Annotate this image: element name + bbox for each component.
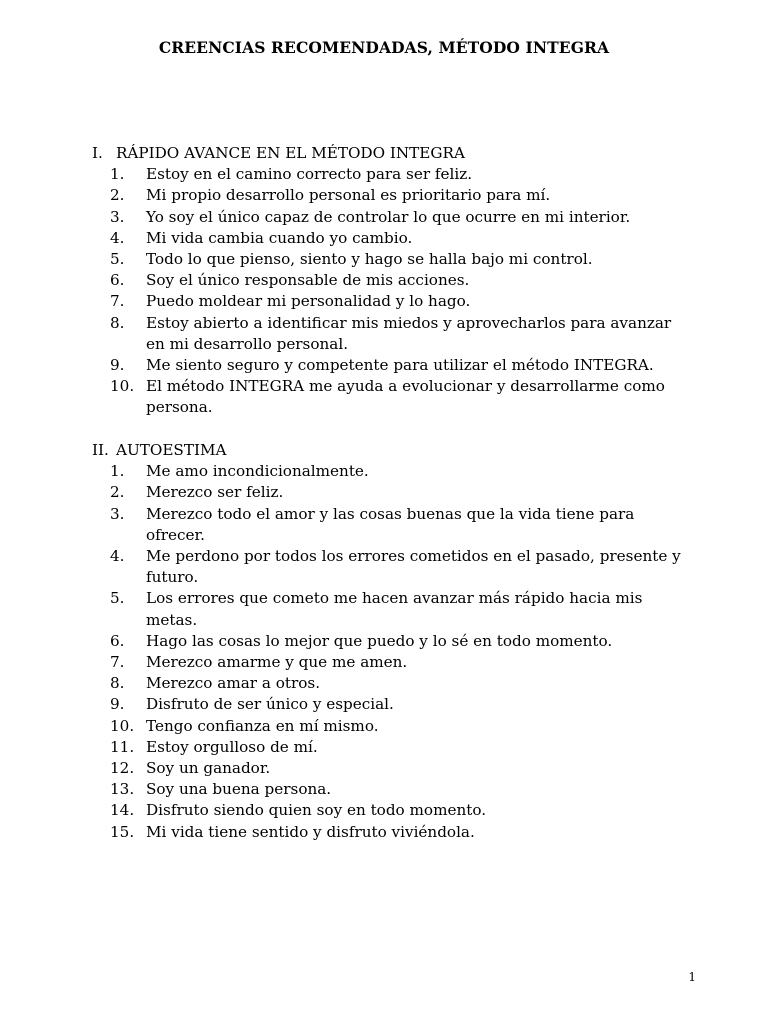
- item-number: 2.: [110, 483, 125, 502]
- item-text: Puedo moldear mi personalidad y lo hago.: [146, 292, 471, 311]
- item-number: 4.: [110, 228, 125, 247]
- item-text: Mi vida tiene sentido y disfruto viviéndola.: [146, 822, 475, 841]
- item-number: 5.: [110, 250, 125, 269]
- list-item: [92, 652, 692, 673]
- item-number: 11.: [110, 737, 135, 756]
- list-item: [92, 800, 692, 821]
- item-text: Merezco todo el amor y las cosas buenas que la vida tiene para ofrecer.: [146, 504, 635, 544]
- item-text: Todo lo que pienso, siento y hago se halla bajo mi control.: [146, 250, 593, 269]
- item-text: Disfruto de ser único y especial.: [146, 695, 394, 714]
- item-number: 12.: [110, 759, 135, 778]
- item-number: 8.: [110, 674, 125, 693]
- section-rapido-avance: [92, 143, 692, 419]
- list-item: [92, 546, 692, 588]
- list-item: [92, 228, 692, 249]
- item-number: 7.: [110, 653, 125, 672]
- item-text: Merezco amarme y que me amen.: [146, 653, 408, 672]
- section-heading: [92, 440, 692, 461]
- list-item: [92, 694, 692, 715]
- item-text: Mi vida cambia cuando yo cambio.: [146, 228, 413, 247]
- item-text: Soy una buena persona.: [146, 780, 332, 799]
- item-number: 15.: [110, 822, 135, 841]
- list-item: [92, 631, 692, 652]
- item-number: 6.: [110, 271, 125, 290]
- list-item: [92, 588, 692, 630]
- list-item: [92, 313, 692, 355]
- item-number: 3.: [110, 207, 125, 226]
- item-text: El método INTEGRA me ayuda a evolucionar y desarrollarme como persona.: [146, 377, 665, 417]
- item-text: Yo soy el único capaz de controlar lo que ocurre en mi interior.: [146, 207, 631, 226]
- item-text: Merezco ser feliz.: [146, 483, 284, 502]
- item-number: 4.: [110, 547, 125, 566]
- item-number: 13.: [110, 780, 135, 799]
- item-number: 10.: [110, 716, 135, 735]
- item-text: Estoy abierto a identificar mis miedos y aprovecharlos para avanzar en mi desarrollo personal.: [146, 313, 672, 353]
- list-item: [92, 758, 692, 779]
- item-text: Mi propio desarrollo personal es prioritario para mí.: [146, 186, 551, 205]
- list-item: [92, 291, 692, 312]
- item-text: Soy el único responsable de mis acciones.: [146, 271, 470, 290]
- item-text: Me amo incondicionalmente.: [146, 462, 369, 481]
- list-item: [92, 355, 692, 376]
- item-text: Los errores que cometo me hacen avanzar más rápido hacia mis metas.: [146, 589, 643, 629]
- item-text: Me siento seguro y competente para utilizar el método INTEGRA.: [146, 356, 654, 375]
- item-text: Merezco amar a otros.: [146, 674, 321, 693]
- section-number: II.: [92, 441, 109, 459]
- list-item: [92, 461, 692, 482]
- belief-list: [92, 461, 692, 843]
- list-item: [92, 822, 692, 843]
- list-item: [92, 270, 692, 291]
- item-text: Hago las cosas lo mejor que puedo y lo sé en todo momento.: [146, 631, 613, 650]
- belief-list: [92, 164, 692, 418]
- item-text: Soy un ganador.: [146, 759, 271, 778]
- item-number: 9.: [110, 356, 125, 375]
- item-number: 14.: [110, 801, 135, 820]
- section-title: AUTOESTIMA: [116, 441, 227, 459]
- page-number: 1: [688, 970, 696, 984]
- list-item: [92, 779, 692, 800]
- section-title: RÁPIDO AVANCE EN EL MÉTODO INTEGRA: [116, 144, 465, 162]
- item-number: 2.: [110, 186, 125, 205]
- section-number: I.: [92, 144, 103, 162]
- list-item: [92, 716, 692, 737]
- list-item: [92, 185, 692, 206]
- document-title: CREENCIAS RECOMENDADAS, MÉTODO INTEGRA: [158, 38, 610, 57]
- list-item: [92, 249, 692, 270]
- list-item: [92, 737, 692, 758]
- item-text: Estoy en el camino correcto para ser feliz.: [146, 165, 473, 184]
- item-text: Me perdono por todos los errores cometidos en el pasado, presente y futuro.: [146, 547, 681, 587]
- section-heading: [92, 143, 692, 164]
- list-item: [92, 504, 692, 546]
- item-number: 1.: [110, 165, 125, 184]
- item-number: 9.: [110, 695, 125, 714]
- section-autoestima: [92, 440, 692, 843]
- list-item: [92, 482, 692, 503]
- list-item: [92, 207, 692, 228]
- item-number: 5.: [110, 589, 125, 608]
- list-item: [92, 376, 692, 418]
- item-number: 7.: [110, 292, 125, 311]
- item-number: 8.: [110, 313, 125, 332]
- item-text: Estoy orgulloso de mí.: [146, 737, 318, 756]
- item-number: 10.: [110, 377, 135, 396]
- list-item: [92, 673, 692, 694]
- item-number: 3.: [110, 504, 125, 523]
- item-number: 1.: [110, 462, 125, 481]
- item-text: Tengo confianza en mí mismo.: [146, 716, 379, 735]
- item-text: Disfruto siendo quien soy en todo momento.: [146, 801, 487, 820]
- list-item: [92, 164, 692, 185]
- item-number: 6.: [110, 631, 125, 650]
